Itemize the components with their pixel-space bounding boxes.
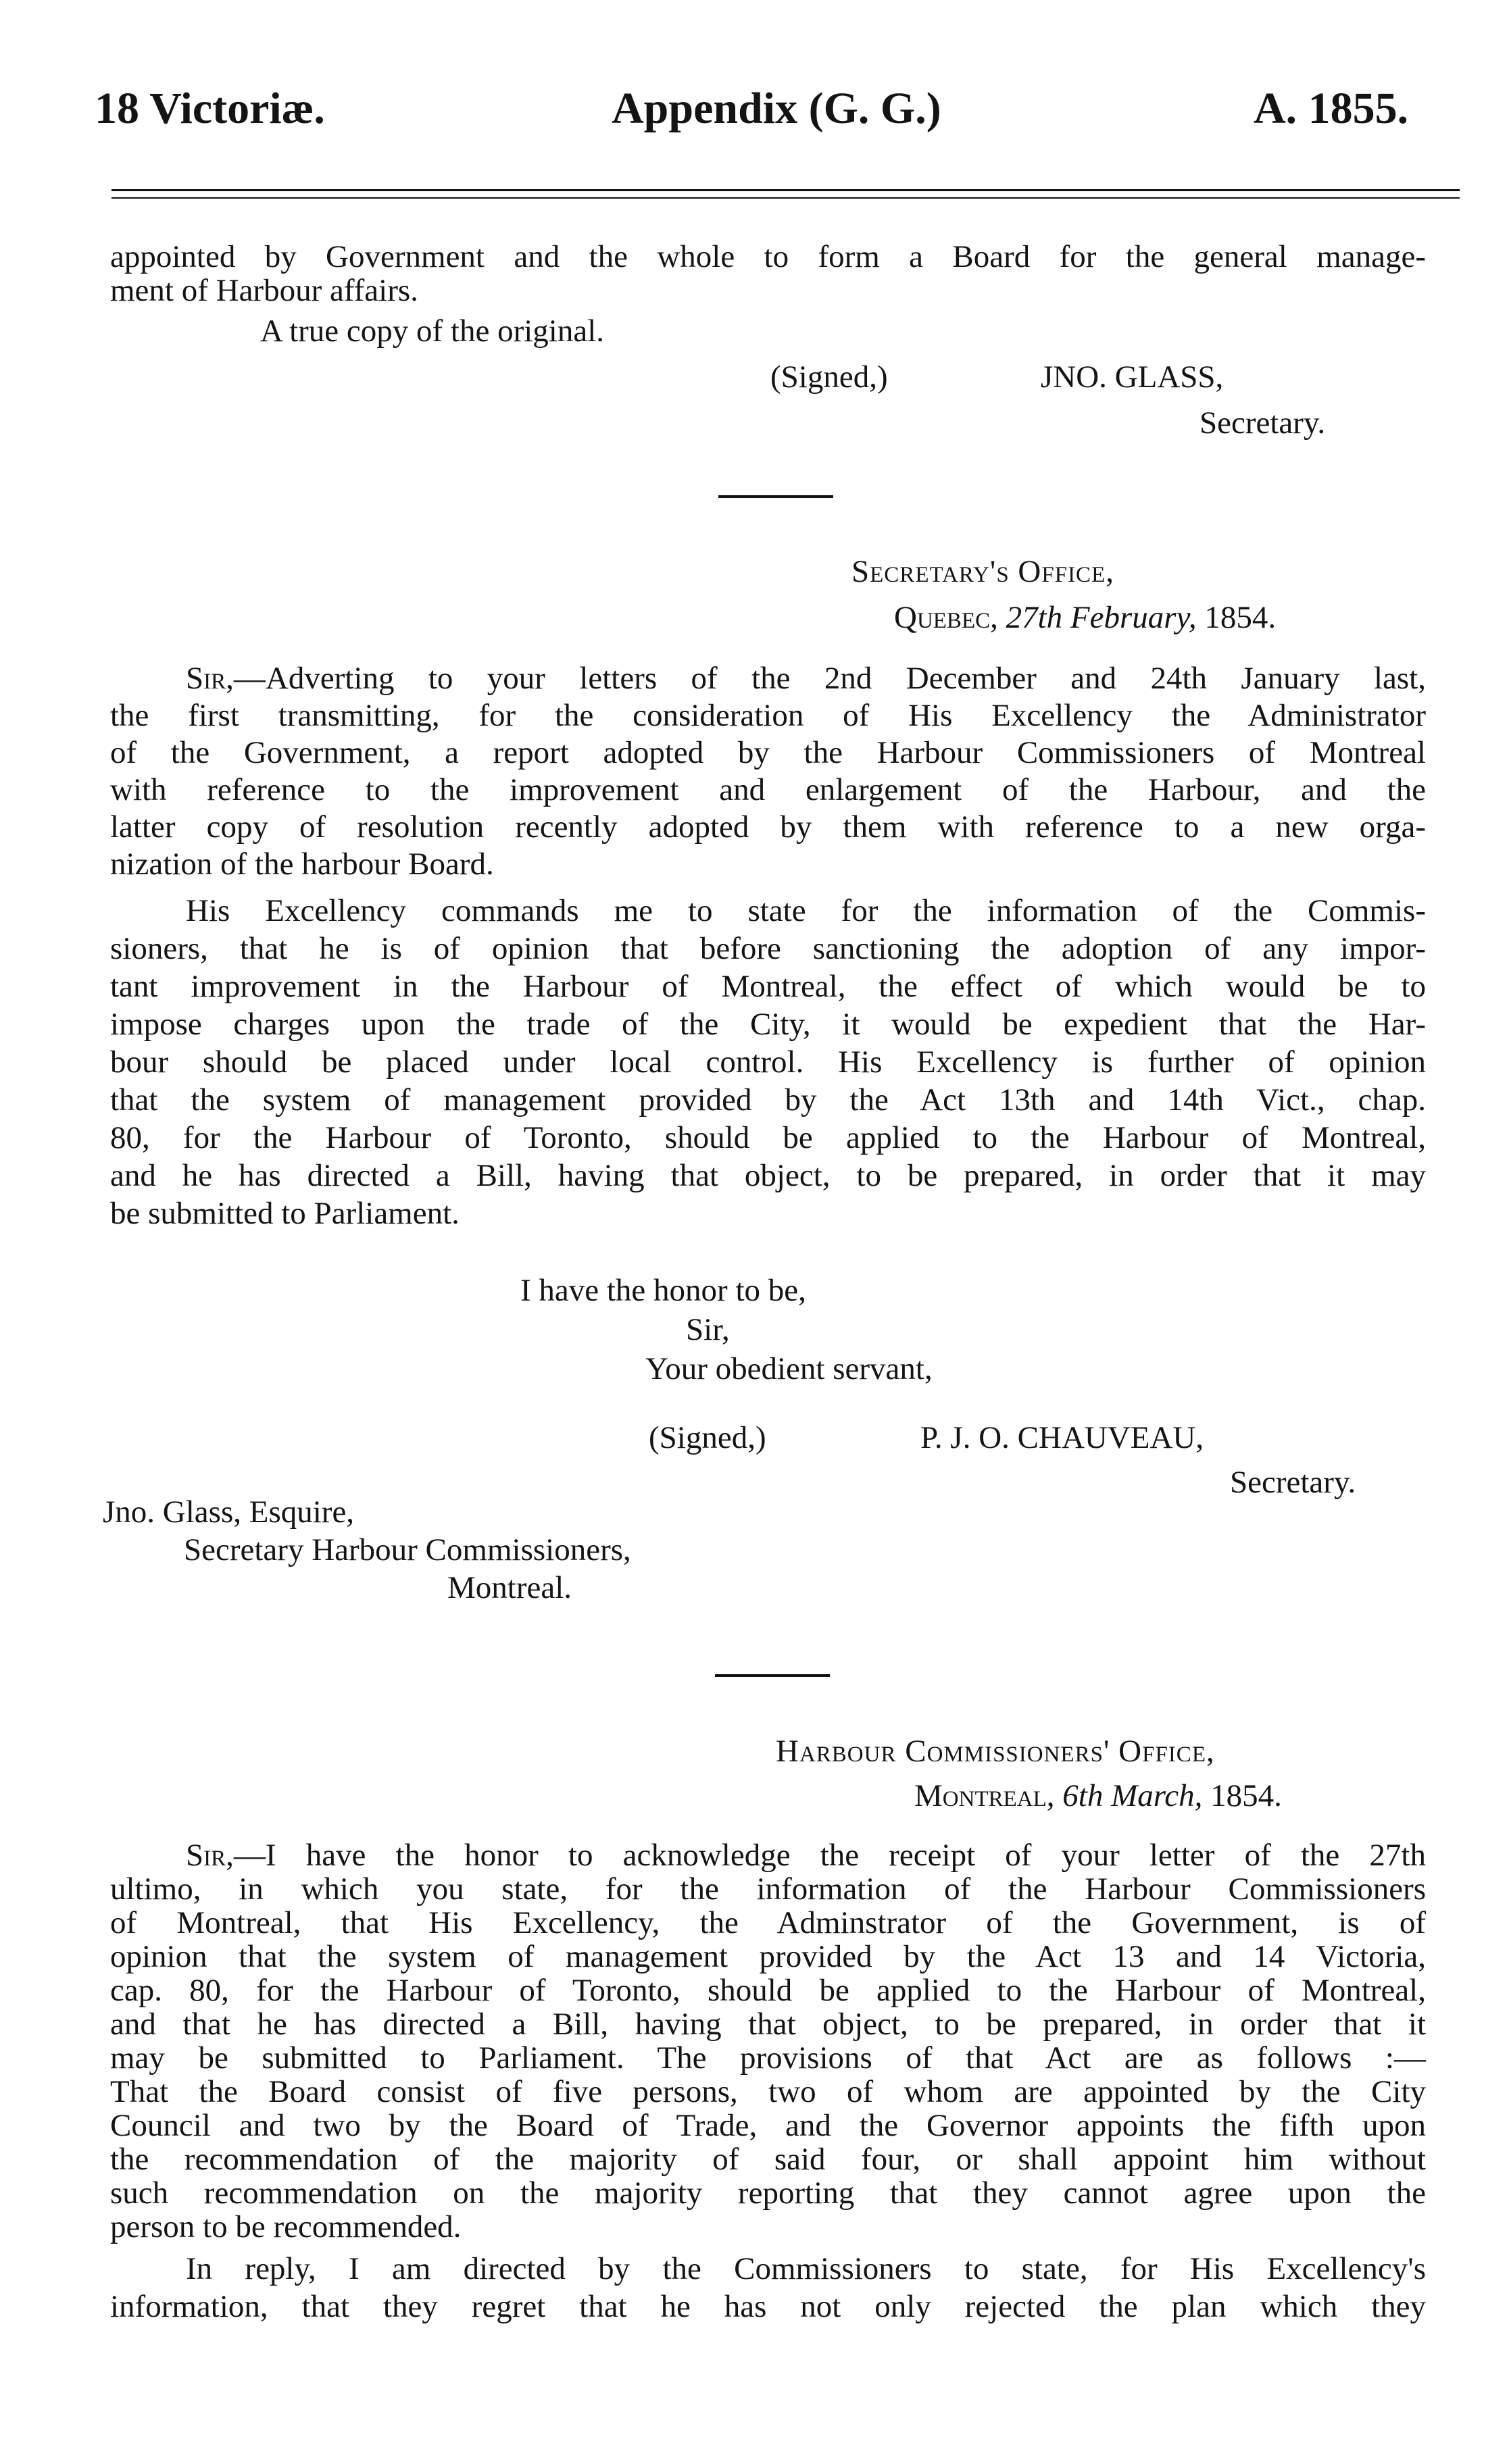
text-line: impose charges upon the trade of the City, it would be expedient that the Har- (110, 1007, 1426, 1042)
text-line: sioners, that he is of opinion that before sanctioning the adoption of any impor- (110, 931, 1426, 966)
text-line: ultimo, in which you state, for the information of the Harbour Commissioners (110, 1871, 1426, 1907)
text-line: Sir,—I have the honor to acknowledge the receipt of your letter of the 27th (186, 1838, 1426, 1873)
text-line: that the system of management provided by the Act 13th and 14th Vict., chap. (110, 1082, 1426, 1117)
salutation: Sir, (186, 661, 234, 696)
text-line: Council and two by the Board of Trade, and the Governor appoints the fifth upon (110, 2108, 1426, 2143)
text-line: of Montreal, that His Excellency, the Adminstrator of the Government, is of (110, 1905, 1426, 1940)
text-line: person to be recommended. (110, 2209, 462, 2244)
text-line: In reply, I am directed by the Commissioners to state, for His Excellency's (186, 2251, 1426, 2286)
true-copy-line: A true copy of the original. (260, 313, 605, 349)
closing-line: Your obedient servant, (645, 1351, 933, 1386)
addressee-line: Montreal. (447, 1570, 572, 1605)
text-line: of the Government, a report adopted by the Harbour Commissioners of Montreal (110, 735, 1426, 770)
signed-label: (Signed,) (649, 1420, 766, 1455)
text-line: opinion that the system of management provided by the Act 13 and 14 Victoria, (110, 1939, 1426, 1974)
addressee-line: Jno. Glass, Esquire, (103, 1494, 355, 1530)
text-line: the first transmitting, for the consideration of His Excellency the Administrator (110, 698, 1426, 733)
text-line: and that he has directed a Bill, having that object, to be prepared, in order that it (110, 2007, 1426, 2042)
header-appendix: Appendix (G. G.) (612, 84, 941, 133)
section-divider (715, 1674, 830, 1677)
text-line: such recommendation on the majority reporting that they cannot agree upon the (110, 2176, 1426, 2211)
letter-place: Quebec, (894, 600, 998, 635)
text-line: cap. 80, for the Harbour of Toronto, should be applied to the Harbour of Montreal, (110, 1973, 1426, 2008)
signer-name: JNO. GLASS, (1041, 359, 1224, 395)
text-line: bour should be placed under local control. His Excellency is further of opinion (110, 1045, 1426, 1080)
text-line: with reference to the improvement and enlargement of the Harbour, and the (110, 772, 1426, 807)
signer-name: P. J. O. CHAUVEAU, (920, 1420, 1204, 1455)
salutation: Sir, (186, 1838, 234, 1873)
signer-title: Secretary. (1230, 1465, 1356, 1500)
text-line: tant improvement in the Harbour of Montreal, the effect of which would be to (110, 969, 1426, 1004)
text-line: 80, for the Harbour of Toronto, should be applied to the Harbour of Montreal, (110, 1120, 1426, 1155)
text-line: Sir,—Adverting to your letters of the 2nd December and 24th January last, (186, 661, 1426, 696)
text-line: ment of Harbour affairs. (110, 273, 418, 308)
header-rule (112, 189, 1460, 199)
header-year: A. 1855. (1254, 84, 1409, 133)
text-line: information, that they regret that he has not only rejected the plan which they (110, 2289, 1426, 2324)
closing-line: I have the honor to be, (520, 1273, 806, 1308)
text-line: may be submitted to Parliament. The provisions of that Act are as follows :— (110, 2040, 1426, 2076)
text-line: appointed by Government and the whole to form a Board for the general manage- (110, 239, 1426, 274)
addressee-line: Secretary Harbour Commissioners, (184, 1532, 631, 1567)
section-divider (718, 495, 833, 498)
letter-date: 27th February, (1006, 600, 1197, 635)
letter-office: Secretary's Office, (851, 554, 1114, 589)
letter-place: Montreal, (914, 1778, 1055, 1813)
letter-date: 6th March, (1062, 1778, 1203, 1813)
text-line: be submitted to Parliament. (110, 1196, 460, 1231)
text-line: and he has directed a Bill, having that object, to be prepared, in order that it may (110, 1158, 1426, 1193)
text-line: His Excellency commands me to state for the information of the Commis- (186, 893, 1426, 928)
text-line: latter copy of resolution recently adopted by them with reference to a new orga- (110, 809, 1426, 845)
letter-dateline (894, 599, 1276, 636)
letter-office: Harbour Commissioners' Office, (776, 1734, 1215, 1769)
letter-dateline (914, 1777, 1282, 1815)
letter-year: 1854. (1210, 1778, 1282, 1813)
signer-title: Secretary. (1199, 405, 1326, 441)
header-session: 18 Victoriæ. (95, 84, 325, 133)
signed-label: (Signed,) (770, 359, 888, 395)
letter-year: 1854. (1204, 600, 1277, 635)
text-line: the recommendation of the majority of said four, or shall appoint him without (110, 2142, 1426, 2177)
text-line: nization of the harbour Board. (110, 847, 494, 882)
closing-line: Sir, (686, 1312, 730, 1347)
text-line: That the Board consist of five persons, two of whom are appointed by the City (110, 2074, 1426, 2109)
